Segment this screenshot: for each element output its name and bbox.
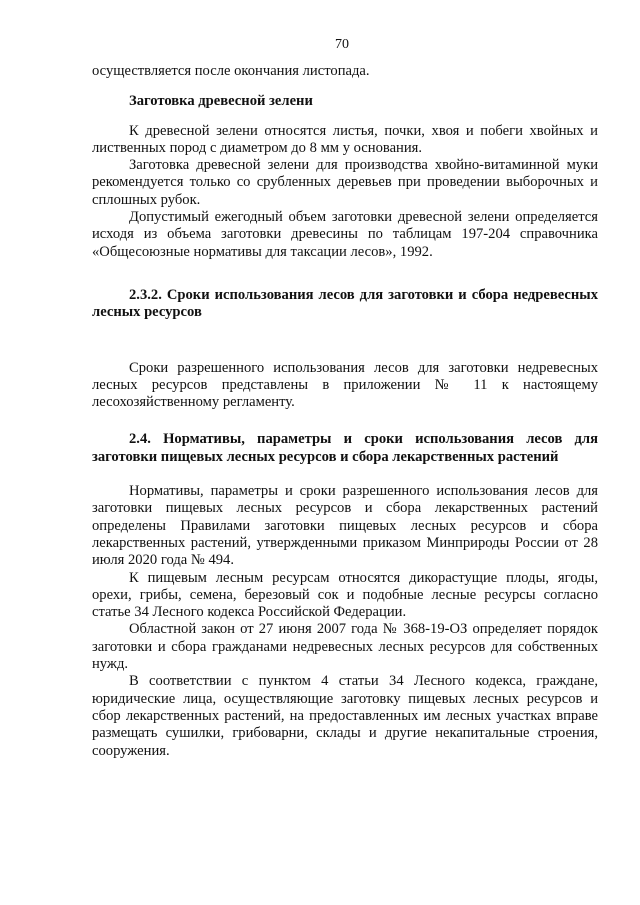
paragraph: К древесной зелени относятся листья, почки, хвоя и побеги хвойных и лиственных пород с диаметром до 8 мм у основания.: [92, 122, 598, 156]
heading-section-2-3-2: 2.3.2. Сроки использования лесов для заготовки и сбора недревесных лесных ресурсов: [92, 286, 598, 321]
page-number: 70: [335, 37, 349, 52]
paragraph: Нормативы, параметры и сроки разрешенного использования лесов для заготовки пищевых лесных ресурсов и сбора лекарственных растений определены Правилами заготовки пищевых лесных ресурсов и сбора лекарственных растений, утвержденными приказом Минприроды России от 28 июля 2020 года № 494.: [92, 483, 598, 569]
heading-section-2-4: 2.4. Нормативы, параметры и сроки использования лесов для заготовки пищевых лесных ресурсов и сбора лекарственных растений: [92, 431, 598, 465]
paragraph: Допустимый ежегодный объем заготовки древесной зелени определяется исходя из объема заготовки древесины по таблицам 197-204 справочника «Общесоюзные нормативы для таксации лесов», 1992.: [92, 209, 598, 260]
paragraph: В соответствии с пунктом 4 статьи 34 Лесного кодекса, граждане, юридические лица, осуществляющие заготовку пищевых лесных ресурсов и сбор лекарственных растений, на предоставленных им лесных участках вправе размещать сушилки, грибоварни, склады и другие некапитальные строения, сооружения.: [92, 673, 598, 759]
continuation-text: осуществляется после окончания листопада.: [92, 63, 370, 79]
page-content: [92, 63, 598, 760]
paragraph: Заготовка древесной зелени для производства хвойно-витаминной муки рекомендуется только со срубленных деревьев при проведении выборочных и сплошных рубок.: [92, 157, 598, 208]
heading-wood-greens: Заготовка древесной зелени: [129, 93, 313, 110]
paragraph: Областной закон от 27 июня 2007 года № 368-19-ОЗ определяет порядок заготовки и сбора гражданами недревесных лесных ресурсов для собственных нужд.: [92, 621, 598, 673]
paragraph: Сроки разрешенного использования лесов для заготовки недревесных лесных ресурсов представлены в приложении № 11 к настоящему лесохозяйственному регламенту.: [92, 359, 598, 411]
paragraph: К пищевым лесным ресурсам относятся дикорастущие плоды, ягоды, орехи, грибы, семена, березовый сок и подобные лесные ресурсы согласно статье 34 Лесного кодекса Российской Федерации.: [92, 569, 598, 621]
